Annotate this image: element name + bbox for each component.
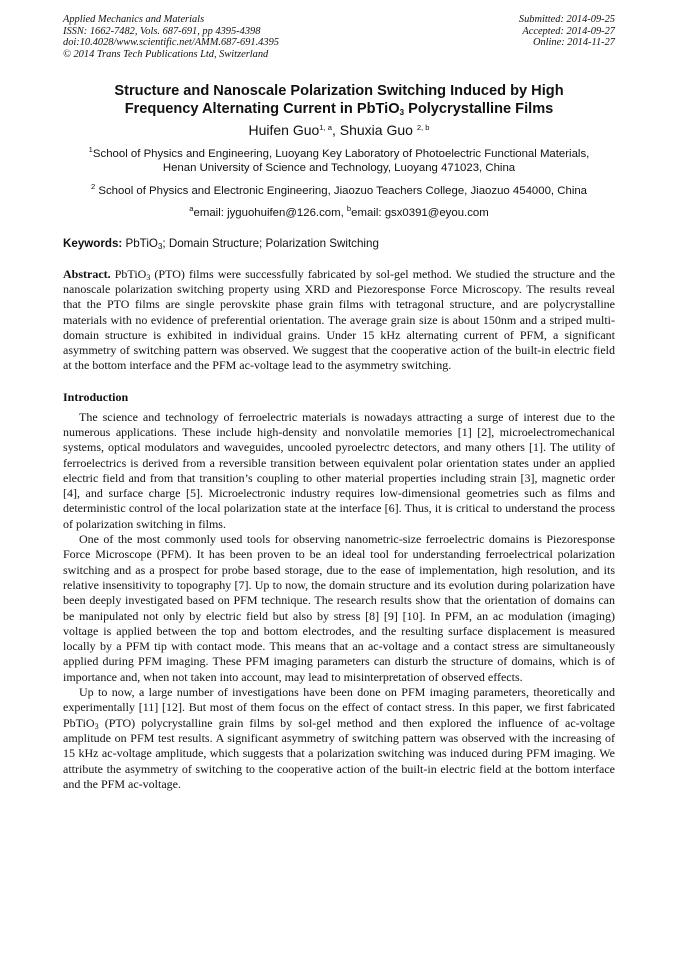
author-list: Huifen Guo$^{1, a}$, Shuxia Guo $^{2, b}$ bbox=[248, 122, 430, 138]
introduction-heading: Introduction bbox=[63, 389, 129, 404]
issn-line: ISSN: 1662-7482, Vols. 687-691, pp 4395-4398 bbox=[63, 25, 261, 37]
author-1: Huifen Guo bbox=[248, 122, 320, 138]
keywords-line: Keywords: PbTiO$_3$; Domain Structure; Polarization Switching bbox=[63, 236, 379, 251]
paper-page bbox=[63, 14, 615, 792]
affiliation-2: $^2$ School of Physics and Electronic Engineering, Jiaozuo Teachers College, Jiaozuo 454000, China bbox=[90, 181, 588, 197]
paper-title bbox=[63, 82, 615, 118]
online-date: Online: 2014-11-27 bbox=[532, 37, 615, 49]
journal-header bbox=[63, 14, 615, 70]
journal-name: Applied Mechanics and Materials bbox=[63, 14, 205, 25]
submitted-date: Submitted: 2014-09-25 bbox=[518, 14, 615, 25]
keywords-label: Keywords: bbox=[63, 236, 123, 250]
email-a[interactable]: email: jyguohuifen@126.com, bbox=[193, 207, 347, 220]
intro-paragraph-2: One of the most commonly used tools for observing nanometric-size ferroelectric domains is Piezoresponse Force Microscope (PFM). It has been proven to be an ideal tool for understanding ferroelectrical polarization switching and as a prospect for probe based storage, due to the ease of implementation, high resolution, and its relative insensitivity to topography [7]. Up to now, the domain structure and its evolution during polarization have been deeply investigated based on PFM technique. The research results show that the orientation of domains can be manipulated not only by electric field but also by stress [8] [9] [10]. In PFM, an ac modulation (imaging) voltage is applied between the top and bottom electrodes, and the resulting surface displacement is measured locally by a PFM tip with contact mode. This means that an ac-voltage and a contact stress are simultaneously applied during PFM imaging. These PFM imaging parameters can disturb the structure of domains, which is of importance and, when not taken into account, may lead to misinterpretation of observed effects. bbox=[63, 532, 615, 684]
abstract-paragraph: Abstract. PbTiO$_3$ (PTO) films were successfully fabricated by sol-gel method. We studied the structure and the nanoscale polarization switching property using XRD and Piezoresponse Force Microscopy. The results reveal that the PTO films are single perovskite phase grain films with tetragonal structure, and are polycrystalline materials with no evidence of preferential orientation. The average grain size is about 150nm and a striped multi-domain structure is exhibited in individual grains. Under 15 kHz alternating current of PFM, a significant asymmetry of switching pattern was observed. We suggest that the cooperative action of the built-in electric field at the bottom interface and the PFM ac-voltage lead to the asymmetry switching. bbox=[63, 266, 615, 373]
header-left bbox=[63, 14, 279, 60]
email-b[interactable]: email: gsx0391@eyou.com bbox=[351, 207, 489, 220]
abstract-label: Abstract. bbox=[63, 266, 111, 281]
title-line-2: Frequency Alternating Current in PbTiO$_3$ Polycrystalline Films bbox=[124, 101, 554, 117]
author-2: Shuxia Guo bbox=[339, 122, 413, 138]
title-line-1: Structure and Nanoscale Polarization Switching Induced by High bbox=[114, 83, 564, 99]
author-1-marker: 1, a bbox=[319, 123, 332, 132]
header-right bbox=[519, 14, 615, 49]
intro-paragraph-1: The science and technology of ferroelectric materials is nowadays attracting a surge of interest due to the numerous applications. These include high-density and nonvolatile memories [1] [2], microelectromechanical systems, optical modulators and waveguides, uncooled pyroelectrc detectors, and many others [1]. The utility of ferroelectrics is derived from a reversible transition between equivalent polar orientation states under an applied electric field and from that transition’s coupling to other material properties including strain [3], magnetic order [4], and surface charge [5]. Microelectronic industry requires low-dimensional geometries such as films and deterministic control of the local polarization state at the interface [6]. Thus, it is critical to understand the process of polarization switching in films. bbox=[63, 409, 615, 531]
affiliation-1: $^1$School of Physics and Engineering, Luoyang Key Laboratory of Photoelectric Functional Materials, Henan University of Science and Technology, Luoyang 471023, China bbox=[88, 145, 590, 175]
intro-paragraph-3: Up to now, a large number of investigations have been done on PFM imaging parameters, theoretically and experimentally [11] [12]. But most of them focus on the effect of contact stress. In this paper, we first fabricated PbTiO$_3$ (PTO) polycrystalline grain films by sol-gel method and then explored the influence of ac-voltage amplitude on PFM test results. A significant asymmetry of switching pattern was observed with the increasing of 15 kHz ac-voltage amplitude, which suggests that a polarization switching was induced during PFM imaging. We attribute the asymmetry of switching to the cooperative action of the built-in electric field at the bottom interface and the PFM ac-voltage. bbox=[63, 685, 615, 791]
author-emails: $^a$email: jyguohuifen@126.com, $^b$email: gsx0391@eyou.com bbox=[189, 204, 489, 220]
copyright-line: © 2014 Trans Tech Publications Ltd, Switzerland bbox=[63, 48, 269, 60]
doi-line[interactable]: doi:10.4028/www.scientific.net/AMM.687-691.4395 bbox=[63, 37, 279, 49]
author-2-marker: 2, b bbox=[416, 123, 430, 132]
accepted-date: Accepted: 2014-09-27 bbox=[522, 25, 615, 37]
